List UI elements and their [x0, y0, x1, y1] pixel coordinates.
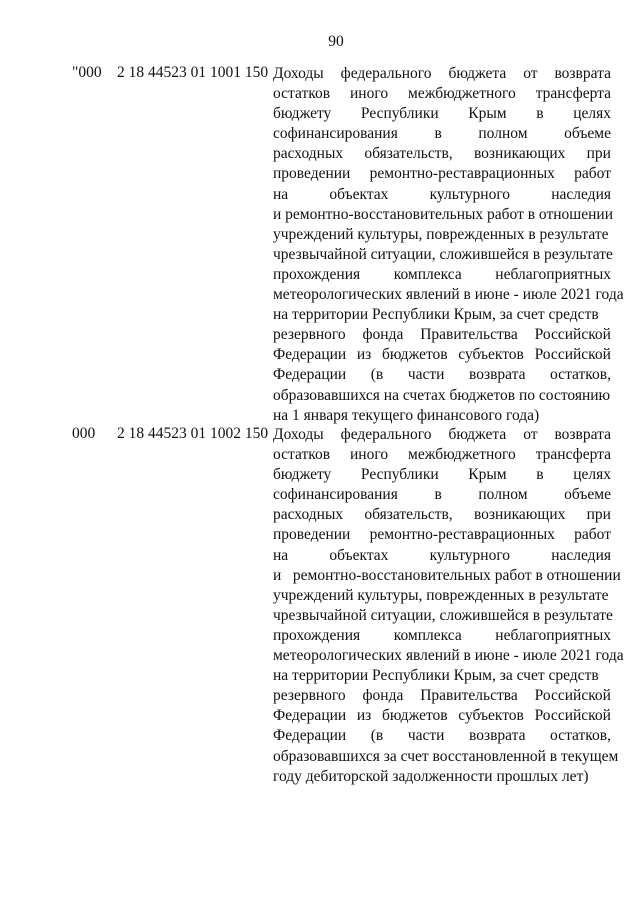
- description-word: при: [586, 145, 611, 163]
- description-word: бюджетов: [382, 346, 448, 364]
- description-word: полном: [478, 125, 528, 143]
- description-word: межбюджетного: [408, 446, 516, 464]
- description-word: в: [536, 105, 544, 123]
- description-word: наследия: [551, 185, 611, 203]
- description-line: [273, 365, 611, 385]
- description-word: ремонтно-реставрационных: [369, 526, 555, 544]
- description-word: Крым: [468, 466, 507, 484]
- description-line: [273, 726, 611, 746]
- description-line: году дебиторской задолженности прошлых лет): [273, 767, 589, 785]
- description-word: работ: [574, 165, 611, 183]
- description-word: возврата: [469, 366, 526, 384]
- description-word: культурного: [429, 546, 511, 564]
- income-description: [273, 64, 624, 426]
- description-word: федерального: [340, 426, 432, 443]
- description-word: проведении: [273, 165, 351, 183]
- description-word: софинансирования: [273, 486, 398, 504]
- description-word: Российской: [534, 346, 611, 364]
- income-description: [273, 425, 624, 787]
- description-word: на: [273, 185, 289, 203]
- description-word: (в: [370, 366, 384, 384]
- description-word: фонда: [362, 326, 404, 344]
- description-word: федерального: [340, 65, 432, 82]
- description-word: остатков,: [550, 366, 611, 384]
- description-word: культурного: [429, 185, 511, 203]
- description-word: обязательств,: [364, 506, 453, 524]
- description-word: бюджету: [273, 466, 332, 484]
- description-word: на: [273, 546, 289, 564]
- description-word: субъектов: [458, 346, 524, 364]
- description-word: остатков: [273, 85, 331, 103]
- income-code: 2 18 44523 01 1002 150: [117, 425, 269, 442]
- description-word: целях: [573, 105, 611, 123]
- description-word: Доходы: [273, 65, 324, 82]
- description-line: [273, 144, 611, 164]
- description-word: Российской: [534, 687, 611, 705]
- description-word: возникающих: [473, 506, 566, 524]
- description-word: объеме: [564, 486, 611, 504]
- description-word: расходных: [273, 506, 344, 524]
- description-word: Федерации: [273, 366, 347, 384]
- description-line: учреждений культуры, поврежденных в результате: [273, 586, 609, 604]
- description-word: работ: [574, 526, 611, 544]
- description-line: на 1 января текущего финансового года): [273, 406, 540, 424]
- description-word: целях: [573, 466, 611, 484]
- description-word: бюджету: [273, 105, 332, 123]
- description-word: объектах: [329, 185, 389, 203]
- description-word: субъектов: [458, 707, 524, 725]
- description-line: [273, 525, 611, 545]
- description-line: [273, 104, 611, 124]
- description-line: чрезвычайной ситуации, сложившейся в результате: [273, 606, 613, 624]
- description-word: в: [536, 466, 544, 484]
- description-line: [273, 485, 611, 505]
- description-word: трансферта: [535, 85, 611, 103]
- description-line: [273, 626, 611, 646]
- description-word: от: [523, 65, 538, 82]
- description-word: комплекса: [393, 626, 462, 644]
- description-word: возврата: [554, 426, 611, 443]
- description-word: межбюджетного: [408, 85, 516, 103]
- description-line: [273, 505, 611, 525]
- description-line: [273, 185, 611, 205]
- description-word: иного: [350, 446, 389, 464]
- description-line: учреждений культуры, поврежденных в результате: [273, 225, 609, 243]
- description-word: при: [586, 506, 611, 524]
- description-line: [273, 64, 611, 84]
- description-word: обязательств,: [364, 145, 453, 163]
- description-line: и ремонтно-восстановительных работ в отношении: [273, 566, 621, 584]
- description-line: [273, 546, 611, 566]
- description-word: Республики: [360, 466, 439, 484]
- description-word: Правительства: [420, 687, 518, 705]
- description-line: метеорологических явлений в июне - июле 2021 года: [273, 647, 624, 665]
- description-word: Республики: [360, 105, 439, 123]
- description-word: неблагоприятных: [495, 265, 611, 283]
- description-line: [273, 686, 611, 706]
- description-word: остатков,: [550, 727, 611, 745]
- description-line: образовавшихся за счет восстановленной в текущем: [273, 747, 619, 765]
- description-line: [273, 325, 611, 345]
- description-word: в: [434, 486, 442, 504]
- description-word: (в: [370, 727, 384, 745]
- description-line: [273, 164, 611, 184]
- description-line: чрезвычайной ситуации, сложившейся в результате: [273, 245, 613, 263]
- description-word: Российской: [534, 707, 611, 725]
- description-word: Федерации: [273, 707, 347, 725]
- description-line: и ремонтно-восстановительных работ в отношении: [273, 205, 614, 223]
- description-word: комплекса: [393, 265, 462, 283]
- description-word: из: [356, 707, 372, 725]
- description-line: на территории Республики Крым, за счет средств: [273, 306, 599, 324]
- description-line: [273, 124, 611, 144]
- description-word: бюджетов: [382, 707, 448, 725]
- description-line: [273, 465, 611, 485]
- description-word: Правительства: [420, 326, 518, 344]
- description-word: от: [523, 426, 538, 443]
- page-number: 90: [328, 33, 344, 50]
- description-word: иного: [350, 85, 389, 103]
- description-line: [273, 345, 611, 365]
- admin-code: "000: [72, 64, 102, 81]
- description-line: [273, 445, 611, 465]
- description-word: объеме: [564, 125, 611, 143]
- description-word: из: [356, 346, 372, 364]
- description-word: Федерации: [273, 727, 347, 745]
- description-word: в: [434, 125, 442, 143]
- description-word: возникающих: [473, 145, 566, 163]
- description-word: части: [407, 727, 445, 745]
- description-line: [273, 84, 611, 104]
- description-line: [273, 425, 611, 445]
- description-word: возврата: [469, 727, 526, 745]
- description-word: возврата: [554, 65, 611, 82]
- description-word: части: [407, 366, 445, 384]
- description-word: резервного: [273, 326, 346, 344]
- description-word: бюджета: [448, 65, 507, 82]
- description-word: остатков: [273, 446, 331, 464]
- income-code: 2 18 44523 01 1001 150: [117, 64, 269, 81]
- admin-code: 000: [72, 425, 96, 442]
- description-line: [273, 265, 611, 285]
- description-word: полном: [478, 486, 528, 504]
- description-line: образовавшихся на счетах бюджетов по состоянию: [273, 386, 611, 404]
- description-word: трансферта: [535, 446, 611, 464]
- description-word: ремонтно-реставрационных: [369, 165, 555, 183]
- description-line: на территории Республики Крым, за счет средств: [273, 667, 599, 685]
- description-word: бюджета: [448, 426, 507, 443]
- description-word: Федерации: [273, 346, 347, 364]
- description-line: [273, 706, 611, 726]
- description-word: Доходы: [273, 426, 324, 443]
- description-word: неблагоприятных: [495, 626, 611, 644]
- description-word: расходных: [273, 145, 344, 163]
- description-line: метеорологических явлений в июне - июле 2021 года: [273, 286, 624, 304]
- description-word: объектах: [329, 546, 389, 564]
- description-word: Крым: [468, 105, 507, 123]
- description-word: фонда: [362, 687, 404, 705]
- description-word: прохождения: [273, 626, 361, 644]
- description-word: Российской: [534, 326, 611, 344]
- description-word: софинансирования: [273, 125, 398, 143]
- description-word: проведении: [273, 526, 351, 544]
- description-word: наследия: [551, 546, 611, 564]
- description-word: резервного: [273, 687, 346, 705]
- description-word: прохождения: [273, 265, 361, 283]
